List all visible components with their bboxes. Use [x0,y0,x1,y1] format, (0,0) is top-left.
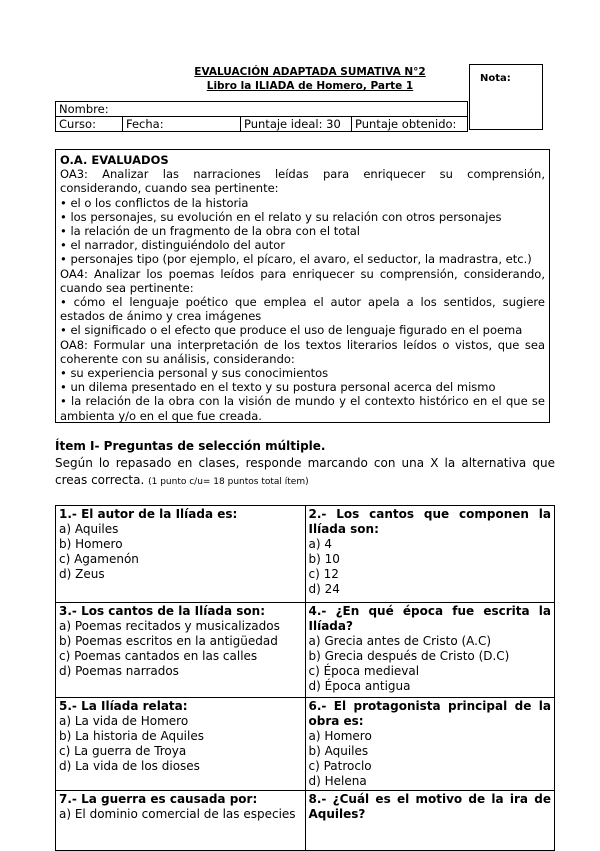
question-title: 5.- La Ilíada relata: [59,699,188,713]
points-note: (1 punto c/u= 18 puntos total ítem) [148,477,309,487]
title-line-2: Libro la ILIADA de Homero, Parte 1 [206,80,414,92]
oa-line: • el o los conflictos de la historia [60,195,249,210]
answer-option[interactable]: c) Patroclo [308,759,372,773]
nota-label: Nota: [480,73,511,84]
oa-line: OA3: Analizar las narraciones leídas para enriquecer su comprensión, considerando, cuando sea pertinente: [60,167,545,196]
puntaje-ideal: Puntaje ideal: 30 [241,117,352,132]
oa-line: • el narrador, distinguiéndolo del autor [60,238,286,253]
nota-box [469,64,543,130]
question-cell [56,603,306,698]
oa-line: • un dilema presentado en el texto y su postura personal acerca del mismo [60,380,496,395]
question-cell [56,698,306,791]
question-cell [305,698,555,791]
answer-option[interactable]: a) Poemas recitados y musicalizados [59,619,280,633]
oa-line: OA8: Formular una interpretación de los textos literarios leídos o vistos, que sea coherente con su análisis, considerando: [60,337,545,366]
question-cell [305,603,555,698]
question-title: 4.- ¿En qué época fue escrita la Ilíada? [308,604,551,633]
instructions-text: Según lo repasado en clases, responde marcando con una X la alternativa que creas correcta. [55,456,555,487]
section-title: Ítem I- Preguntas de selección múltiple. [55,439,326,453]
answer-option[interactable]: a) Grecia antes de Cristo (A.C) [308,634,492,648]
answer-option[interactable]: b) Homero [59,537,123,551]
fecha-field[interactable]: Fecha: [123,117,241,132]
question-cell [56,506,306,603]
oa-line: • el significado o el efecto que produce el uso de lenguaje figurado en el poema [60,323,523,338]
question-cell [56,791,306,851]
answer-option[interactable]: b) 10 [308,552,340,566]
answer-option[interactable]: c) Época medieval [308,664,420,678]
answer-option[interactable]: a) 4 [308,537,332,551]
answer-option[interactable]: d) Época antigua [308,679,411,693]
questions-table [55,505,555,851]
question-title: 6.- El protagonista principal de la obra es: [308,699,551,728]
answer-option[interactable]: c) Poemas cantados en las calles [59,649,258,663]
answer-option[interactable]: d) 24 [308,582,340,596]
answer-option[interactable]: b) Aquiles [308,744,369,758]
title-line-1: EVALUACIÓN ADAPTADA SUMATIVA N°2 [194,66,426,78]
answer-option[interactable]: a) La vida de Homero [59,714,189,728]
answer-option[interactable]: d) La vida de los dioses [59,759,200,773]
oa-line: OA4: Analizar los poemas leídos para enriquecer su comprensión, considerando, cuando sea pertinente: [60,266,545,295]
answer-option[interactable]: b) Grecia después de Cristo (D.C) [308,649,510,663]
nombre-field[interactable]: Nombre: [56,102,468,117]
answer-option[interactable]: d) Helena [308,774,367,788]
curso-field[interactable]: Curso: [56,117,123,132]
puntaje-obtenido-field[interactable]: Puntaje obtenido: [352,117,468,132]
answer-option[interactable]: b) La historia de Aquiles [59,729,204,743]
oa-line: • la relación de la obra con la visión de mundo y el contexto histórico en el que se ambienta y/o en el que fue creada. [60,394,545,423]
question-cell [305,791,555,851]
section-instructions [55,455,555,491]
oa-line: • su experiencia personal y sus conocimientos [60,366,329,381]
question-cell [305,506,555,603]
question-title: 3.- Los cantos de la Ilíada son: [59,604,266,618]
oa-line: • cómo el lenguaje poético que emplea el autor apela a los sentidos, sugiere estados de ánimo y crea imágenes [60,295,545,324]
answer-option[interactable]: b) Poemas escritos en la antigüedad [59,634,278,648]
answer-option[interactable]: a) Homero [308,729,372,743]
oa-line: • la relación de un fragmento de la obra con el total [60,224,360,239]
answer-option[interactable]: d) Poemas narrados [59,664,179,678]
answer-option[interactable]: c) La guerra de Troya [59,744,187,758]
oa-line: • personajes tipo (por ejemplo, el pícaro, el avaro, el seductor, la madrastra, etc.) [60,252,532,267]
answer-option[interactable]: c) Agamenón [59,552,139,566]
student-info-table [55,101,468,132]
question-title: 2.- Los cantos que componen la Ilíada son: [308,507,551,536]
answer-option[interactable]: c) 12 [308,567,339,581]
answer-option[interactable]: a) Aquiles [59,522,119,536]
answer-option[interactable]: d) Zeus [59,567,105,581]
oa-heading: O.A. EVALUADOS [60,153,169,167]
question-title: 8.- ¿Cuál es el motivo de la ira de Aquiles? [308,792,551,821]
oa-line: • los personajes, su evolución en el relato y su relación con otros personajes [60,209,502,224]
question-title: 7.- La guerra es causada por: [59,792,258,806]
question-title: 1.- El autor de la Ilíada es: [59,507,238,521]
answer-option[interactable]: a) El dominio comercial de las especies [59,807,296,821]
oa-box [55,149,550,423]
